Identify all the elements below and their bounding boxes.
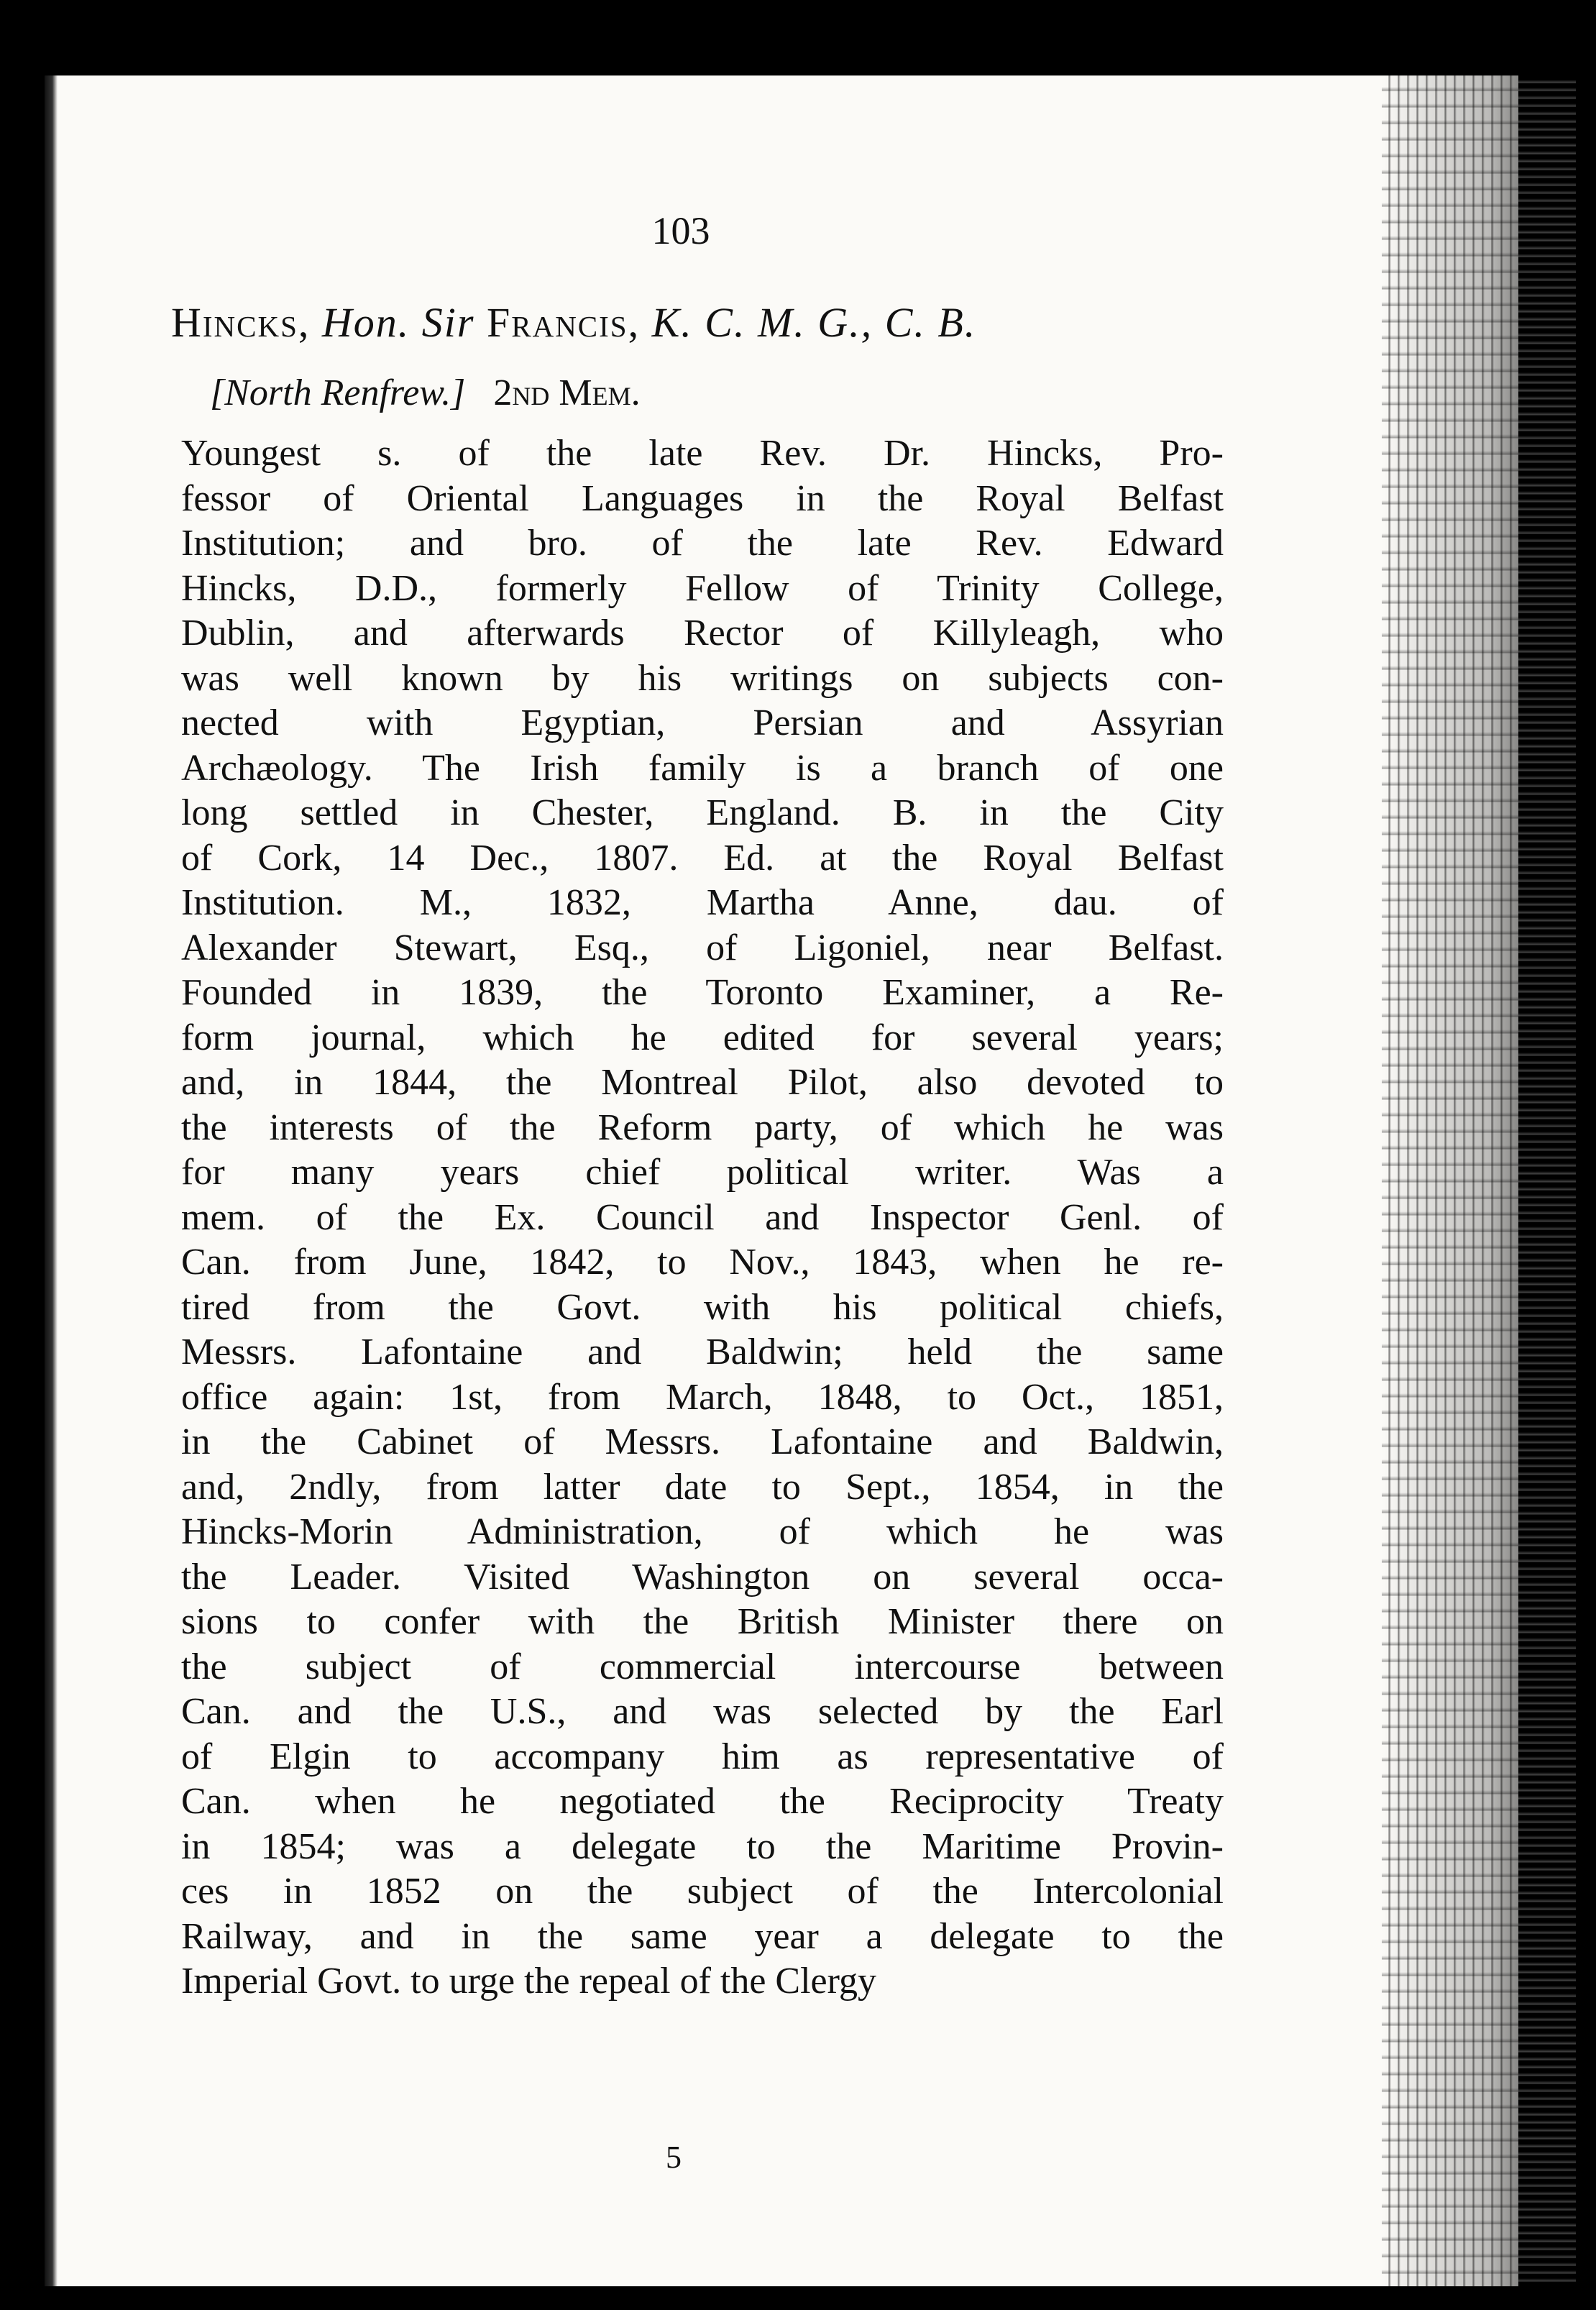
body-line: Hincks-Morin Administration, of which he was	[181, 1511, 1224, 1552]
body-line: long settled in Chester, England. B. in the City	[181, 792, 1224, 833]
body-line: Can. and the U.S., and was selected by the Earl	[181, 1691, 1224, 1732]
entry-heading	[171, 298, 1249, 347]
book-page	[45, 75, 1576, 2286]
body-line: Hincks, D.D., formerly Fellow of Trinity College,	[181, 567, 1224, 609]
page-edge-dark	[1518, 75, 1576, 2286]
body-line: Youngest s. of the late Rev. Dr. Hincks, Pro-	[181, 433, 1224, 474]
heading-title: Hon.	[321, 299, 411, 346]
body-line: mem. of the Ex. Council and Inspector Genl. of	[181, 1196, 1224, 1238]
body-line: of Cork, 14 Dec., 1807. Ed. at the Royal Belfast	[181, 837, 1224, 879]
body-line: ces in 1852 on the subject of the Intercolonial	[181, 1871, 1224, 1912]
signature-mark: 5	[666, 2140, 682, 2175]
heading-honours: K. C. M. G.,	[651, 299, 873, 346]
body-line: was well known by his writings on subjects con-	[181, 657, 1224, 699]
body-line: tired from the Govt. with his political chiefs,	[181, 1286, 1224, 1328]
body-line: the Leader. Visited Washington on several occa-	[181, 1556, 1224, 1598]
body-line: Can. from June, 1842, to Nov., 1843, when he re-	[181, 1242, 1224, 1283]
body-line: and, 2ndly, from latter date to Sept., 1854, in the	[181, 1466, 1224, 1508]
body-line: Messrs. Lafontaine and Baldwin; held the same	[181, 1332, 1224, 1372]
heading-given-name: Francis,	[486, 299, 641, 346]
body-line: fessor of Oriental Languages in the Royal Belfast	[181, 477, 1224, 519]
heading-surname: Hincks,	[171, 299, 311, 346]
heading-sir: Sir	[421, 299, 475, 346]
body-line: of Elgin to accompany him as representative of	[181, 1736, 1224, 1777]
binding-shadow	[45, 75, 58, 2286]
body-line: and, in 1844, the Montreal Pilot, also devoted to	[181, 1062, 1224, 1103]
body-line: Dublin, and afterwards Rector of Killyleagh, who	[181, 613, 1224, 654]
body-line: the interests of the Reform party, of which he was	[181, 1106, 1224, 1148]
body-line: sions to confer with the British Minister there on	[181, 1601, 1224, 1642]
body-line: Can. when he negotiated the Reciprocity Treaty	[181, 1781, 1224, 1822]
heading-cb: C. B.	[884, 299, 977, 346]
body-line: Imperial Govt. to urge the repeal of the Clergy	[181, 1961, 877, 2002]
body-line: Alexander Stewart, Esq., of Ligoniel, near Belfast.	[181, 927, 1224, 968]
body-line: office again: 1st, from March, 1848, to Oct., 1851,	[181, 1376, 1224, 1418]
body-line: in 1854; was a delegate to the Maritime Provin-	[181, 1825, 1224, 1867]
body-line: Founded in 1839, the Toronto Examiner, a Re-	[181, 972, 1224, 1013]
body-line: Railway, and in the same year a delegate to the	[181, 1915, 1224, 1957]
body-line: form journal, which he edited for several years;	[181, 1017, 1224, 1058]
entry-subheading	[210, 372, 1073, 414]
body-line: Archæology. The Irish family is a branch of one	[181, 747, 1224, 789]
body-line: nected with Egyptian, Persian and Assyrian	[181, 702, 1224, 743]
body-line: Institution. M., 1832, Martha Anne, dau. of	[181, 882, 1224, 923]
body-line: the subject of commercial intercourse between	[181, 1646, 1224, 1687]
page-number: 103	[651, 209, 710, 252]
entry-body	[181, 431, 1224, 2004]
body-line: in the Cabinet of Messrs. Lafontaine and Baldwin,	[181, 1421, 1224, 1462]
member-number: 2nd Mem.	[493, 372, 641, 413]
constituency: [North Renfrew.]	[210, 372, 466, 413]
body-line: Institution; and bro. of the late Rev. Edward	[181, 523, 1224, 564]
body-line: for many years chief political writer. Was a	[181, 1152, 1224, 1193]
